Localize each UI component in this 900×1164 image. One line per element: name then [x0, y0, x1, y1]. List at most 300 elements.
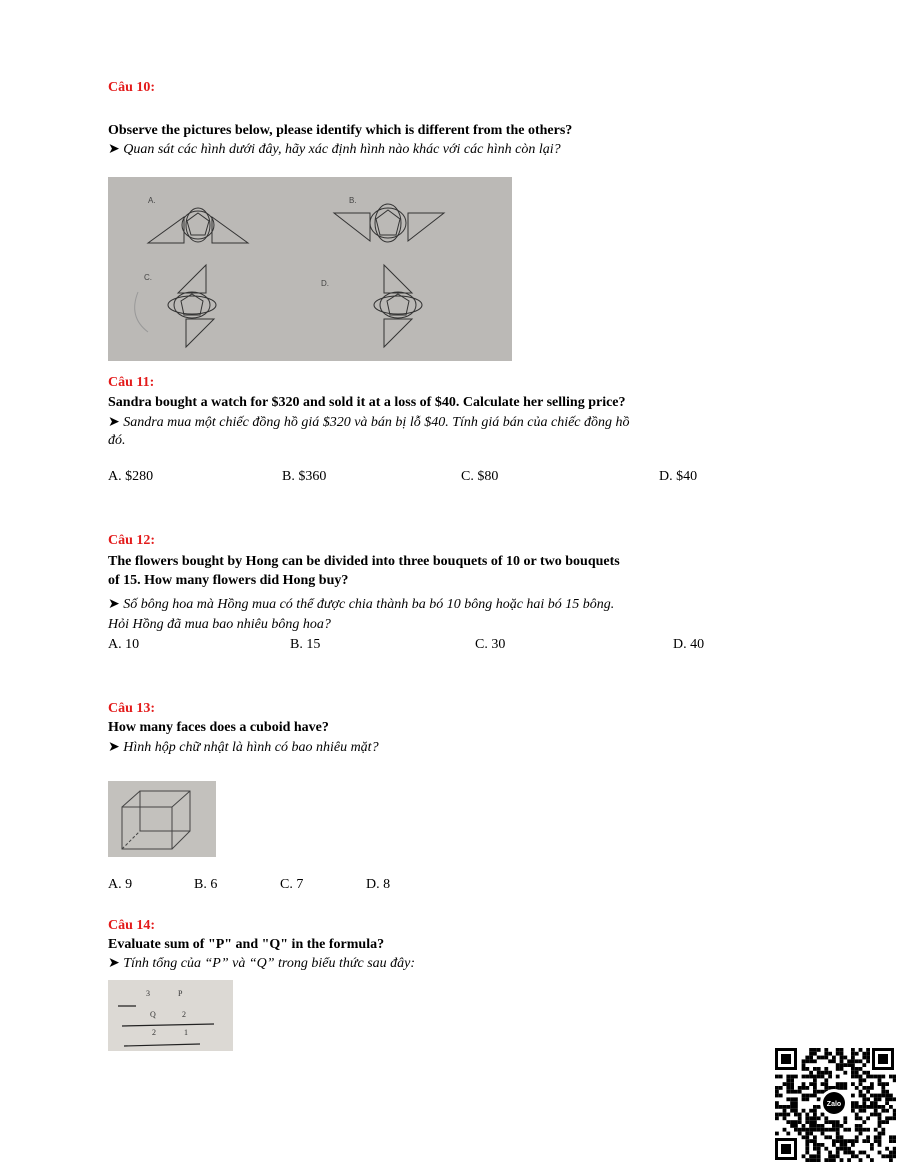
qr-module	[828, 1135, 832, 1139]
qr-module	[805, 1113, 809, 1117]
q11-option-d[interactable]: D. $40	[659, 469, 698, 484]
qr-module	[821, 1128, 825, 1132]
qr-module	[893, 1113, 896, 1117]
qr-module	[794, 1097, 798, 1101]
qr-module	[779, 1105, 783, 1109]
qr-module	[813, 1048, 817, 1052]
qr-module	[893, 1139, 896, 1143]
qr-finder-top-left	[775, 1048, 797, 1070]
qr-module	[824, 1052, 828, 1056]
arrow-icon: ➤	[108, 956, 120, 971]
qr-module	[805, 1135, 809, 1139]
qr-module	[775, 1101, 779, 1105]
qr-module	[855, 1052, 859, 1056]
qr-module	[817, 1105, 821, 1109]
qr-module	[881, 1120, 885, 1124]
q10-vi-text: Quan sát các hình dưới đây, hãy xác định hình nào khác với các hình còn lại?	[123, 142, 561, 157]
qr-module	[794, 1105, 798, 1109]
q13-option-d[interactable]: D. 8	[366, 877, 391, 892]
qr-module	[874, 1128, 878, 1132]
qr-module	[828, 1086, 832, 1090]
fig-label-b: B.	[349, 196, 357, 205]
arrow-icon: ➤	[108, 415, 120, 430]
qr-module	[859, 1094, 863, 1098]
qr-module	[794, 1109, 798, 1113]
qr-module	[862, 1052, 866, 1056]
qr-module	[889, 1139, 893, 1143]
qr-module	[817, 1071, 821, 1075]
qr-module	[775, 1105, 779, 1109]
arrow-icon: ➤	[108, 597, 120, 612]
qr-module	[813, 1154, 817, 1158]
qr-module	[813, 1105, 817, 1109]
qr-module	[893, 1097, 896, 1101]
qr-module	[805, 1056, 809, 1060]
qr-module	[821, 1075, 825, 1079]
qr-module	[809, 1071, 813, 1075]
qr-module	[794, 1090, 798, 1094]
qr-module	[775, 1090, 779, 1094]
qr-module	[859, 1124, 863, 1128]
qr-module	[805, 1151, 809, 1155]
qr-module	[870, 1094, 874, 1098]
qr-module	[885, 1116, 889, 1120]
qr-module	[855, 1086, 859, 1090]
qr-module	[843, 1086, 847, 1090]
q13-option-a[interactable]: A. 9	[108, 877, 133, 892]
qr-module	[836, 1052, 840, 1056]
qr-module	[889, 1154, 893, 1158]
qr-module	[809, 1139, 813, 1143]
qr-module	[866, 1139, 870, 1143]
qr-module	[843, 1143, 847, 1147]
qr-module	[862, 1071, 866, 1075]
qr-module	[790, 1124, 794, 1128]
qr-module	[843, 1071, 847, 1075]
qr-module	[786, 1105, 790, 1109]
qr-module	[840, 1082, 844, 1086]
qr-module	[866, 1075, 870, 1079]
qr-module	[836, 1154, 840, 1158]
q12-option-b[interactable]: B. 15	[290, 637, 321, 652]
qr-module	[786, 1132, 790, 1136]
qr-module	[813, 1052, 817, 1056]
qr-module	[824, 1086, 828, 1090]
qr-module	[866, 1086, 870, 1090]
qr-module	[855, 1139, 859, 1143]
qr-module	[783, 1116, 787, 1120]
qr-module	[805, 1158, 809, 1162]
qr-module	[855, 1101, 859, 1105]
qr-module	[805, 1059, 809, 1063]
qr-module	[813, 1147, 817, 1151]
qr-module	[840, 1048, 844, 1052]
qr-module	[862, 1063, 866, 1067]
qr-module	[855, 1067, 859, 1071]
qr-module	[840, 1056, 844, 1060]
qr-module	[885, 1082, 889, 1086]
qr-module	[798, 1113, 802, 1117]
qr-module	[843, 1120, 847, 1124]
qr-module	[813, 1128, 817, 1132]
qr-module	[862, 1086, 866, 1090]
qr-module	[874, 1135, 878, 1139]
qr-finder-top-right	[872, 1048, 894, 1070]
qr-module	[775, 1075, 779, 1079]
qr-module	[851, 1067, 855, 1071]
qr-module	[817, 1147, 821, 1151]
qr-module	[832, 1154, 836, 1158]
qr-module	[836, 1120, 840, 1124]
qr-module	[832, 1143, 836, 1147]
qr-module	[840, 1158, 844, 1162]
qr-module	[885, 1109, 889, 1113]
formula-r3-c1: 2	[152, 1028, 156, 1037]
qr-module	[840, 1147, 844, 1151]
qr-module	[786, 1090, 790, 1094]
qr-module	[832, 1120, 836, 1124]
qr-module	[813, 1113, 817, 1117]
qr-module	[893, 1116, 896, 1120]
qr-module	[786, 1075, 790, 1079]
q13-option-c[interactable]: C. 7	[280, 877, 304, 892]
qr-module	[790, 1109, 794, 1113]
qr-module	[866, 1052, 870, 1056]
qr-module	[813, 1086, 817, 1090]
qr-module	[885, 1147, 889, 1151]
qr-module	[866, 1090, 870, 1094]
q14-question-vi	[108, 954, 415, 973]
qr-module	[862, 1139, 866, 1143]
qr-module	[802, 1086, 806, 1090]
formula-r2-c1: Q	[150, 1010, 156, 1019]
qr-module	[802, 1097, 806, 1101]
qr-module	[802, 1059, 806, 1063]
qr-module	[881, 1082, 885, 1086]
qr-module	[851, 1101, 855, 1105]
qr-module	[786, 1097, 790, 1101]
qr-module	[843, 1151, 847, 1155]
qr-module	[870, 1158, 874, 1162]
q13-question-en: How many faces does a cuboid have?	[108, 720, 329, 735]
qr-module	[859, 1048, 863, 1052]
qr-module	[866, 1105, 870, 1109]
qr-module	[798, 1116, 802, 1120]
qr-module	[809, 1075, 813, 1079]
qr-module	[840, 1143, 844, 1147]
qr-module	[878, 1113, 882, 1117]
q11-vi-line2: đó.	[108, 433, 126, 448]
qr-module	[805, 1097, 809, 1101]
qr-module	[889, 1075, 893, 1079]
qr-module	[859, 1116, 863, 1120]
q14-heading: Câu 14:	[108, 918, 156, 933]
qr-module	[802, 1063, 806, 1067]
qr-module	[813, 1082, 817, 1086]
qr-module	[885, 1120, 889, 1124]
qr-module	[775, 1094, 779, 1098]
qr-module	[798, 1120, 802, 1124]
qr-module	[870, 1086, 874, 1090]
q11-option-c[interactable]: C. $80	[461, 469, 499, 484]
q12-option-d[interactable]: D. 40	[673, 637, 705, 652]
qr-module	[866, 1059, 870, 1063]
qr-module	[817, 1090, 821, 1094]
qr-module	[775, 1086, 779, 1090]
qr-module	[847, 1063, 851, 1067]
qr-module	[836, 1135, 840, 1139]
qr-module	[878, 1135, 882, 1139]
qr-module	[805, 1116, 809, 1120]
qr-module	[817, 1056, 821, 1060]
qr-module	[878, 1075, 882, 1079]
qr-module	[866, 1154, 870, 1158]
qr-module	[855, 1154, 859, 1158]
qr-module	[855, 1075, 859, 1079]
q12-vi-line1: Số bông hoa mà Hồng mua có thể được chia thành ba bó 10 bông hoặc hai bó 15 bông.	[123, 597, 615, 612]
qr-module	[786, 1082, 790, 1086]
formula-r3-c2: 1	[184, 1028, 188, 1037]
qr-module	[855, 1124, 859, 1128]
qr-module	[859, 1151, 863, 1155]
qr-module	[779, 1094, 783, 1098]
qr-module	[862, 1094, 866, 1098]
qr-module	[862, 1101, 866, 1105]
qr-module	[855, 1113, 859, 1117]
qr-module	[881, 1128, 885, 1132]
q12-question-en-line2: of 15. How many flowers did Hong buy?	[108, 573, 349, 588]
qr-module	[802, 1094, 806, 1098]
qr-module	[866, 1071, 870, 1075]
qr-module	[779, 1075, 783, 1079]
qr-module	[843, 1063, 847, 1067]
qr-module	[866, 1056, 870, 1060]
q13-question-vi	[108, 738, 379, 757]
qr-module	[874, 1094, 878, 1098]
qr-module	[874, 1113, 878, 1117]
qr-module	[836, 1139, 840, 1143]
qr-module	[821, 1113, 825, 1117]
qr-module	[802, 1109, 806, 1113]
qr-module	[878, 1139, 882, 1143]
qr-module	[821, 1056, 825, 1060]
qr-module	[813, 1109, 817, 1113]
qr-module	[783, 1128, 787, 1132]
qr-module	[794, 1075, 798, 1079]
qr-module	[862, 1151, 866, 1155]
qr-module	[840, 1086, 844, 1090]
qr-module	[817, 1116, 821, 1120]
formula-photo	[108, 980, 233, 1051]
qr-module	[874, 1101, 878, 1105]
qr-module	[824, 1116, 828, 1120]
qr-module	[893, 1078, 896, 1082]
qr-module	[779, 1086, 783, 1090]
q11-option-a[interactable]: A. $280	[108, 469, 154, 484]
qr-module	[824, 1078, 828, 1082]
qr-module	[889, 1094, 893, 1098]
qr-module	[794, 1101, 798, 1105]
qr-module	[813, 1158, 817, 1162]
qr-module	[878, 1124, 882, 1128]
qr-module	[798, 1128, 802, 1132]
qr-module	[851, 1154, 855, 1158]
qr-module	[878, 1151, 882, 1155]
qr-module	[840, 1052, 844, 1056]
qr-module	[817, 1097, 821, 1101]
qr-module	[794, 1113, 798, 1117]
fig-label-d: D.	[321, 279, 329, 288]
qr-module	[786, 1086, 790, 1090]
qr-module	[874, 1105, 878, 1109]
qr-module	[889, 1116, 893, 1120]
qr-module	[851, 1071, 855, 1075]
qr-module	[824, 1135, 828, 1139]
qr-module	[881, 1094, 885, 1098]
q11-question-vi	[108, 413, 630, 432]
qr-module	[885, 1101, 889, 1105]
q10-heading: Câu 10:	[108, 80, 156, 95]
qr-module	[893, 1075, 896, 1079]
qr-module	[836, 1151, 840, 1155]
qr-module	[809, 1132, 813, 1136]
qr-module	[878, 1120, 882, 1124]
qr-module	[859, 1067, 863, 1071]
qr-module	[893, 1151, 896, 1155]
qr-module	[817, 1075, 821, 1079]
q10-question-vi	[108, 140, 561, 159]
q12-vi-line2: Hỏi Hồng đã mua bao nhiêu bông hoa?	[108, 617, 331, 632]
q14-question-en: Evaluate sum of "P" and "Q" in the formula?	[108, 937, 385, 952]
qr-module	[832, 1056, 836, 1060]
qr-module	[817, 1151, 821, 1155]
qr-module	[805, 1143, 809, 1147]
qr-module	[813, 1135, 817, 1139]
qr-module	[783, 1105, 787, 1109]
qr-module	[889, 1135, 893, 1139]
qr-module	[885, 1154, 889, 1158]
qr-module	[885, 1097, 889, 1101]
qr-module	[821, 1082, 825, 1086]
qr-module	[813, 1090, 817, 1094]
qr-module	[851, 1056, 855, 1060]
qr-module	[817, 1048, 821, 1052]
qr-module	[836, 1124, 840, 1128]
qr-module	[843, 1128, 847, 1132]
qr-module	[809, 1056, 813, 1060]
qr-module	[790, 1097, 794, 1101]
qr-module	[881, 1105, 885, 1109]
qr-module	[775, 1132, 779, 1136]
qr-module	[805, 1147, 809, 1151]
qr-module	[851, 1059, 855, 1063]
qr-module	[870, 1101, 874, 1105]
qr-module	[862, 1097, 866, 1101]
qr-module	[851, 1139, 855, 1143]
qr-module	[790, 1090, 794, 1094]
qr-module	[847, 1158, 851, 1162]
q13-option-b[interactable]: B. 6	[194, 877, 218, 892]
qr-module	[805, 1128, 809, 1132]
qr-module	[794, 1120, 798, 1124]
qr-module	[851, 1143, 855, 1147]
q12-option-a[interactable]: A. 10	[108, 637, 140, 652]
qr-module	[874, 1139, 878, 1143]
q12-question-en-line1: The flowers bought by Hong can be divided into three bouquets of 10 or two bouquets	[108, 554, 620, 569]
zalo-badge-text: Zalo	[826, 1101, 842, 1108]
arrow-icon: ➤	[108, 740, 120, 755]
qr-code[interactable]	[773, 1046, 896, 1162]
qr-module	[855, 1128, 859, 1132]
qr-module	[862, 1128, 866, 1132]
qr-module	[843, 1116, 847, 1120]
qr-module	[893, 1147, 896, 1151]
qr-module	[881, 1109, 885, 1113]
qr-module	[828, 1158, 832, 1162]
qr-module	[824, 1067, 828, 1071]
qr-module	[798, 1086, 802, 1090]
qr-module	[790, 1120, 794, 1124]
qr-module	[832, 1128, 836, 1132]
qr-module	[889, 1158, 893, 1162]
qr-module	[859, 1105, 863, 1109]
qr-module	[874, 1097, 878, 1101]
cuboid-photo	[108, 781, 216, 857]
qr-module	[775, 1116, 779, 1120]
qr-module	[862, 1105, 866, 1109]
qr-module	[874, 1109, 878, 1113]
qr-module	[817, 1128, 821, 1132]
qr-module	[851, 1109, 855, 1113]
qr-module	[843, 1056, 847, 1060]
qr-module	[802, 1067, 806, 1071]
qr-module	[862, 1109, 866, 1113]
qr-module	[840, 1135, 844, 1139]
qr-module	[817, 1158, 821, 1162]
qr-module	[798, 1090, 802, 1094]
qr-module	[828, 1075, 832, 1079]
qr-module	[855, 1105, 859, 1109]
qr-module	[881, 1132, 885, 1136]
qr-module	[828, 1120, 832, 1124]
qr-module	[866, 1048, 870, 1052]
qr-module	[813, 1059, 817, 1063]
q12-question-vi	[108, 595, 614, 614]
qr-module	[798, 1132, 802, 1136]
qr-module	[859, 1082, 863, 1086]
qr-module	[817, 1154, 821, 1158]
qr-module	[881, 1154, 885, 1158]
qr-module	[859, 1078, 863, 1082]
qr-module	[805, 1139, 809, 1143]
qr-module	[786, 1113, 790, 1117]
qr-module	[836, 1063, 840, 1067]
qr-module	[893, 1154, 896, 1158]
q10-figure-photo	[108, 177, 512, 361]
qr-module	[821, 1090, 825, 1094]
q12-option-c[interactable]: C. 30	[475, 637, 506, 652]
qr-module	[832, 1139, 836, 1143]
qr-module	[824, 1120, 828, 1124]
formula-r1-c1: 3	[146, 989, 150, 998]
qr-module	[802, 1135, 806, 1139]
qr-module	[794, 1128, 798, 1132]
qr-module	[878, 1078, 882, 1082]
qr-module	[813, 1120, 817, 1124]
qr-module	[790, 1101, 794, 1105]
qr-module	[821, 1124, 825, 1128]
q11-option-b[interactable]: B. $360	[282, 469, 327, 484]
